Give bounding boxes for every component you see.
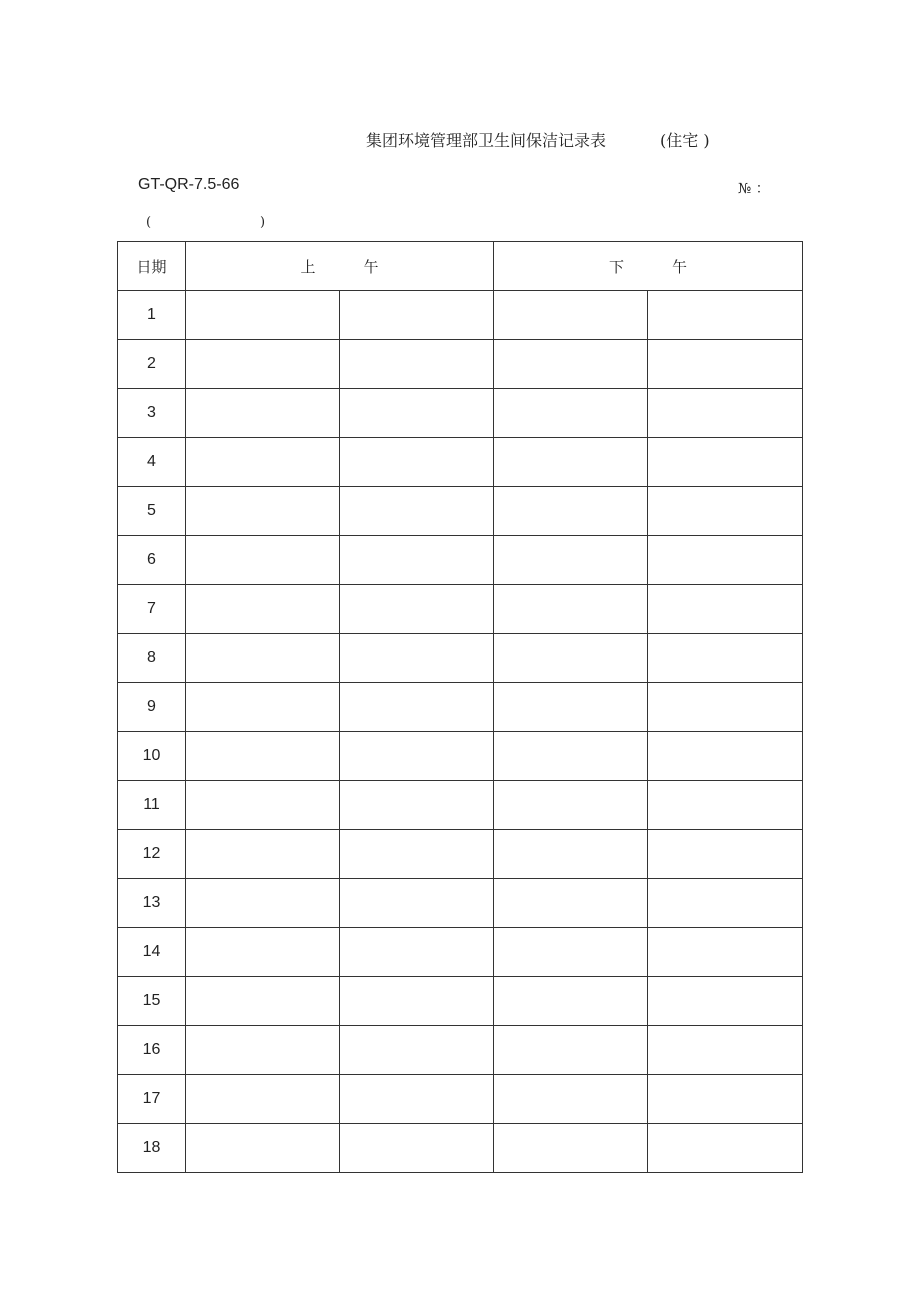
afternoon-cell-2[interactable] (648, 977, 803, 1026)
table-row (118, 977, 803, 1026)
afternoon-cell-1[interactable] (494, 487, 648, 536)
morning-cell-1[interactable] (186, 781, 340, 830)
morning-cell-1[interactable] (186, 1075, 340, 1124)
afternoon-cell-1[interactable] (494, 781, 648, 830)
morning-cell-2[interactable] (340, 487, 494, 536)
afternoon-cell-2[interactable] (648, 1026, 803, 1075)
morning-cell-1[interactable] (186, 487, 340, 536)
table-row (118, 1075, 803, 1124)
day-number: 6 (118, 536, 186, 585)
afternoon-cell-1[interactable] (494, 536, 648, 585)
afternoon-cell-1[interactable] (494, 1124, 648, 1173)
afternoon-cell-2[interactable] (648, 585, 803, 634)
day-number: 9 (118, 683, 186, 732)
afternoon-cell-2[interactable] (648, 291, 803, 340)
afternoon-header (494, 242, 803, 291)
day-number: 1 (118, 291, 186, 340)
morning-cell-2[interactable] (340, 291, 494, 340)
afternoon-cell-2[interactable] (648, 1124, 803, 1173)
morning-cell-2[interactable] (340, 438, 494, 487)
afternoon-cell-2[interactable] (648, 634, 803, 683)
day-number: 2 (118, 340, 186, 389)
morning-cell-2[interactable] (340, 977, 494, 1026)
table-row (118, 1026, 803, 1075)
morning-cell-1[interactable] (186, 683, 340, 732)
number-label: № ： (738, 181, 770, 197)
afternoon-cell-2[interactable] (648, 928, 803, 977)
morning-cell-1[interactable] (186, 389, 340, 438)
afternoon-cell-1[interactable] (494, 830, 648, 879)
afternoon-cell-1[interactable] (494, 438, 648, 487)
afternoon-cell-2[interactable] (648, 340, 803, 389)
table-row (118, 291, 803, 340)
afternoon-cell-2[interactable] (648, 438, 803, 487)
morning-cell-1[interactable] (186, 732, 340, 781)
morning-cell-1[interactable] (186, 977, 340, 1026)
morning-cell-1[interactable] (186, 340, 340, 389)
day-number: 18 (118, 1124, 186, 1173)
day-number: 4 (118, 438, 186, 487)
day-number: 16 (118, 1026, 186, 1075)
header-row (118, 242, 803, 291)
table-row (118, 683, 803, 732)
table-row (118, 879, 803, 928)
morning-header (186, 242, 494, 291)
afternoon-cell-1[interactable] (494, 879, 648, 928)
morning-cell-1[interactable] (186, 634, 340, 683)
afternoon-cell-2[interactable] (648, 879, 803, 928)
morning-cell-2[interactable] (340, 683, 494, 732)
afternoon-cell-1[interactable] (494, 340, 648, 389)
day-number: 5 (118, 487, 186, 536)
day-number: 14 (118, 928, 186, 977)
morning-cell-1[interactable] (186, 438, 340, 487)
afternoon-cell-1[interactable] (494, 683, 648, 732)
afternoon-cell-2[interactable] (648, 536, 803, 585)
afternoon-cell-1[interactable] (494, 977, 648, 1026)
morning-cell-1[interactable] (186, 830, 340, 879)
table-row (118, 1124, 803, 1173)
morning-cell-1[interactable] (186, 1026, 340, 1075)
afternoon-header-label: 下午 (609, 257, 736, 276)
table-row (118, 781, 803, 830)
morning-cell-2[interactable] (340, 928, 494, 977)
morning-cell-2[interactable] (340, 340, 494, 389)
afternoon-cell-1[interactable] (494, 389, 648, 438)
table-row (118, 536, 803, 585)
table-row (118, 340, 803, 389)
afternoon-cell-2[interactable] (648, 732, 803, 781)
afternoon-cell-2[interactable] (648, 781, 803, 830)
afternoon-cell-2[interactable] (648, 683, 803, 732)
table-row (118, 389, 803, 438)
afternoon-cell-2[interactable] (648, 487, 803, 536)
morning-header-label: 上午 (300, 257, 427, 276)
day-number: 11 (118, 781, 186, 830)
morning-cell-2[interactable] (340, 634, 494, 683)
paren-close: ) (260, 215, 266, 230)
afternoon-cell-1[interactable] (494, 732, 648, 781)
morning-cell-2[interactable] (340, 585, 494, 634)
day-number: 15 (118, 977, 186, 1026)
form-title-suffix: (住宅 ) (660, 131, 710, 150)
morning-cell-2[interactable] (340, 1124, 494, 1173)
afternoon-cell-1[interactable] (494, 585, 648, 634)
morning-cell-2[interactable] (340, 389, 494, 438)
date-header: 日期 (118, 242, 186, 291)
afternoon-cell-1[interactable] (494, 634, 648, 683)
table-row (118, 487, 803, 536)
day-number: 17 (118, 1075, 186, 1124)
morning-cell-1[interactable] (186, 928, 340, 977)
afternoon-cell-2[interactable] (648, 1075, 803, 1124)
table-row (118, 928, 803, 977)
form-title: 集团环境管理部卫生间保洁记录表 (366, 131, 607, 150)
afternoon-cell-2[interactable] (648, 830, 803, 879)
afternoon-cell-1[interactable] (494, 291, 648, 340)
morning-cell-2[interactable] (340, 732, 494, 781)
day-number: 12 (118, 830, 186, 879)
table-row (118, 585, 803, 634)
morning-cell-1[interactable] (186, 291, 340, 340)
morning-cell-1[interactable] (186, 536, 340, 585)
morning-cell-1[interactable] (186, 879, 340, 928)
morning-cell-2[interactable] (340, 1026, 494, 1075)
afternoon-cell-2[interactable] (648, 389, 803, 438)
morning-cell-2[interactable] (340, 781, 494, 830)
morning-cell-2[interactable] (340, 536, 494, 585)
morning-cell-1[interactable] (186, 585, 340, 634)
morning-cell-2[interactable] (340, 879, 494, 928)
cleaning-record-table (117, 241, 803, 1173)
table-row (118, 438, 803, 487)
day-number: 13 (118, 879, 186, 928)
table-row (118, 732, 803, 781)
morning-cell-2[interactable] (340, 830, 494, 879)
day-number: 8 (118, 634, 186, 683)
table-row (118, 830, 803, 879)
paren-open: ( (146, 215, 152, 230)
afternoon-cell-1[interactable] (494, 928, 648, 977)
day-number: 10 (118, 732, 186, 781)
day-number: 3 (118, 389, 186, 438)
afternoon-cell-1[interactable] (494, 1075, 648, 1124)
table-row (118, 634, 803, 683)
morning-cell-2[interactable] (340, 1075, 494, 1124)
morning-cell-1[interactable] (186, 1124, 340, 1173)
day-number: 7 (118, 585, 186, 634)
document-code: GT-QR-7.5-66 (138, 176, 240, 193)
afternoon-cell-1[interactable] (494, 1026, 648, 1075)
